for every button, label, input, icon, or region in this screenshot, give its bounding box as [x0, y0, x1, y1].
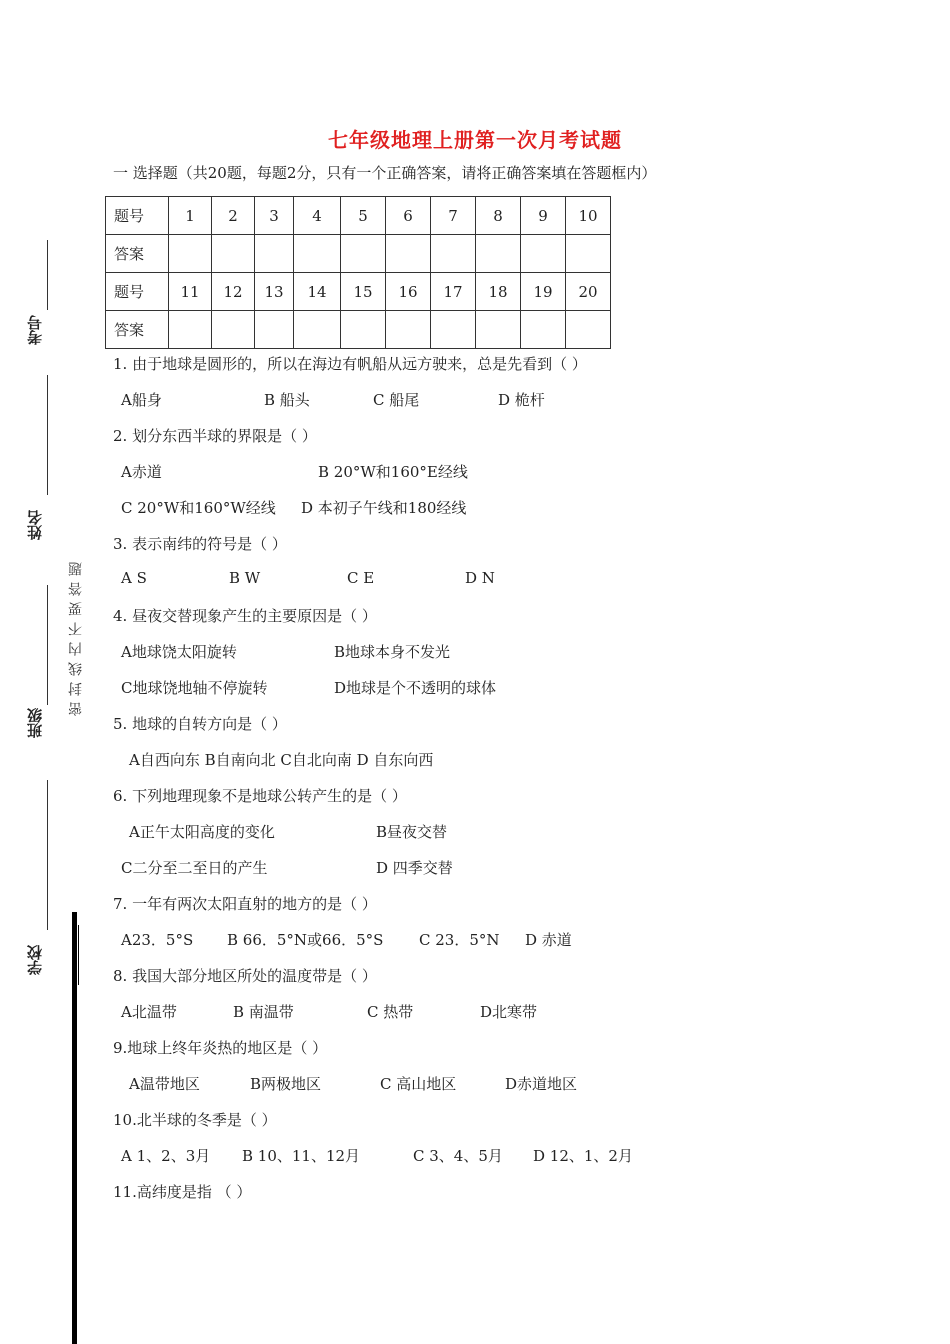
question-number-cell: 9 — [521, 197, 566, 235]
class-line — [47, 585, 48, 705]
option-d: D 赤道 — [525, 931, 572, 949]
question-number-cell: 4 — [294, 197, 341, 235]
question-number-cell: 16 — [386, 273, 431, 311]
option-c: C 高山地区 — [380, 1075, 457, 1093]
name-line — [47, 375, 48, 495]
question-number-cell: 11 — [169, 273, 212, 311]
question-5: 5. 地球的自转方向是（ ） — [113, 715, 287, 733]
option-d: D 桅杆 — [498, 391, 545, 409]
table-row — [106, 311, 611, 349]
name-label: 姓名 — [26, 510, 44, 540]
question-8: 8. 我国大部分地区所处的温度带是（ ） — [113, 967, 377, 985]
option-b: B两极地区 — [250, 1075, 322, 1093]
option-b: B W — [229, 569, 261, 587]
answer-cell[interactable] — [169, 235, 212, 273]
question-number-cell: 12 — [212, 273, 255, 311]
option-c: C二分至二至日的产生 — [121, 859, 268, 877]
answer-cell[interactable] — [294, 235, 341, 273]
seal-notice: 密封线内不要答题 — [68, 556, 84, 716]
question-number-cell: 13 — [255, 273, 294, 311]
answer-cell[interactable] — [566, 311, 611, 349]
question-number-cell: 10 — [566, 197, 611, 235]
question-number-header: 题号 — [106, 273, 169, 311]
answer-cell[interactable] — [212, 235, 255, 273]
answer-cell[interactable] — [476, 235, 521, 273]
question-number-cell: 7 — [431, 197, 476, 235]
answer-cell[interactable] — [386, 235, 431, 273]
option-b: B 66．5°N或66．5°S — [227, 931, 384, 949]
question-number-cell: 6 — [386, 197, 431, 235]
answer-cell[interactable] — [566, 235, 611, 273]
option-a: A北温带 — [121, 1003, 177, 1021]
option-a: A正午太阳高度的变化 — [129, 823, 275, 841]
option-d: D北寒带 — [480, 1003, 538, 1021]
question-number-cell: 5 — [341, 197, 386, 235]
option-c: C 20°W和160°W经线 — [121, 499, 276, 517]
option-c: C E — [347, 569, 375, 587]
question-2: 2. 划分东西半球的界限是（ ） — [113, 427, 317, 445]
question-number-cell: 3 — [255, 197, 294, 235]
answer-cell[interactable] — [431, 235, 476, 273]
option-b: B 南温带 — [233, 1003, 294, 1021]
option-d: D赤道地区 — [505, 1075, 578, 1093]
option-b: B昼夜交替 — [376, 823, 448, 841]
question-4: 4. 昼夜交替现象产生的主要原因是（ ） — [113, 607, 377, 625]
option-b: B 船头 — [264, 391, 310, 409]
question-number-cell: 2 — [212, 197, 255, 235]
section-instructions: 一 选择题（共20题，每题2分，只有一个正确答案，请将正确答案填在答题框内） — [113, 164, 657, 182]
option-a: A赤道 — [121, 463, 162, 481]
answer-cell[interactable] — [169, 311, 212, 349]
question-number-cell: 8 — [476, 197, 521, 235]
question-9: 9.地球上终年炎热的地区是（ ） — [113, 1039, 328, 1057]
class-label: 班级 — [26, 708, 44, 738]
option-b: B 20°W和160°E经线 — [318, 463, 468, 481]
option-a: A S — [121, 569, 147, 587]
page-title: 七年级地理上册第一次月考试题 — [328, 128, 622, 152]
question-number-cell: 1 — [169, 197, 212, 235]
table-row — [106, 273, 611, 311]
answer-cell[interactable] — [255, 235, 294, 273]
answer-cell[interactable] — [341, 311, 386, 349]
option-c: C地球饶地轴不停旋转 — [121, 679, 268, 697]
option-d: D N — [465, 569, 495, 587]
option-d: D地球是个不透明的球体 — [334, 679, 497, 697]
question-number-cell: 20 — [566, 273, 611, 311]
table-row — [106, 235, 611, 273]
question-1: 1. 由于地球是圆形的，所以在海边有帆船从远方驶来，总是先看到（ ） — [113, 355, 587, 373]
option-d: D 12、1、2月 — [533, 1147, 633, 1165]
option-c: C 船尾 — [373, 391, 420, 409]
school-label: 学校 — [26, 945, 44, 975]
question-number-cell: 14 — [294, 273, 341, 311]
question-11: 11.高纬度是指 （ ） — [113, 1183, 252, 1201]
answer-table — [105, 196, 611, 349]
question-number-cell: 19 — [521, 273, 566, 311]
options-row: A自西向东 B自南向北 C自北向南 D 自东向西 — [129, 751, 434, 769]
option-c: C 热带 — [367, 1003, 414, 1021]
question-7: 7. 一年有两次太阳直射的地方的是（ ） — [113, 895, 377, 913]
question-number-cell: 18 — [476, 273, 521, 311]
option-a: A船身 — [121, 391, 162, 409]
answer-cell[interactable] — [294, 311, 341, 349]
answer-cell[interactable] — [476, 311, 521, 349]
table-row — [106, 197, 611, 235]
option-a: A23．5°S — [121, 931, 194, 949]
exam-number-line — [47, 240, 48, 310]
option-a: A 1、2、3月 — [121, 1147, 211, 1165]
question-3: 3. 表示南纬的符号是（ ） — [113, 535, 287, 553]
option-d: D 四季交替 — [376, 859, 453, 877]
question-number-header: 题号 — [106, 197, 169, 235]
answer-cell[interactable] — [521, 235, 566, 273]
option-d: D 本初子午线和180经线 — [301, 499, 467, 517]
question-number-cell: 17 — [431, 273, 476, 311]
option-b: B 10、11、12月 — [242, 1147, 361, 1165]
answer-cell[interactable] — [212, 311, 255, 349]
answer-cell[interactable] — [386, 311, 431, 349]
question-10: 10.北半球的冬季是（ ） — [113, 1111, 277, 1129]
binding-thin-bar — [78, 925, 79, 985]
exam-number-label: 考号 — [26, 315, 44, 345]
option-a: A温带地区 — [129, 1075, 200, 1093]
answer-cell[interactable] — [431, 311, 476, 349]
option-a: A地球饶太阳旋转 — [121, 643, 237, 661]
option-c: C 23．5°N — [419, 931, 500, 949]
answer-cell[interactable] — [341, 235, 386, 273]
option-c: C 3、4、5月 — [413, 1147, 503, 1165]
answer-header: 答案 — [106, 311, 169, 349]
question-number-cell: 15 — [341, 273, 386, 311]
school-line — [47, 780, 48, 930]
answer-cell[interactable] — [255, 311, 294, 349]
answer-header: 答案 — [106, 235, 169, 273]
binding-bar — [72, 912, 77, 1344]
answer-cell[interactable] — [521, 311, 566, 349]
option-b: B地球本身不发光 — [334, 643, 451, 661]
question-6: 6. 下列地理现象不是地球公转产生的是（ ） — [113, 787, 407, 805]
